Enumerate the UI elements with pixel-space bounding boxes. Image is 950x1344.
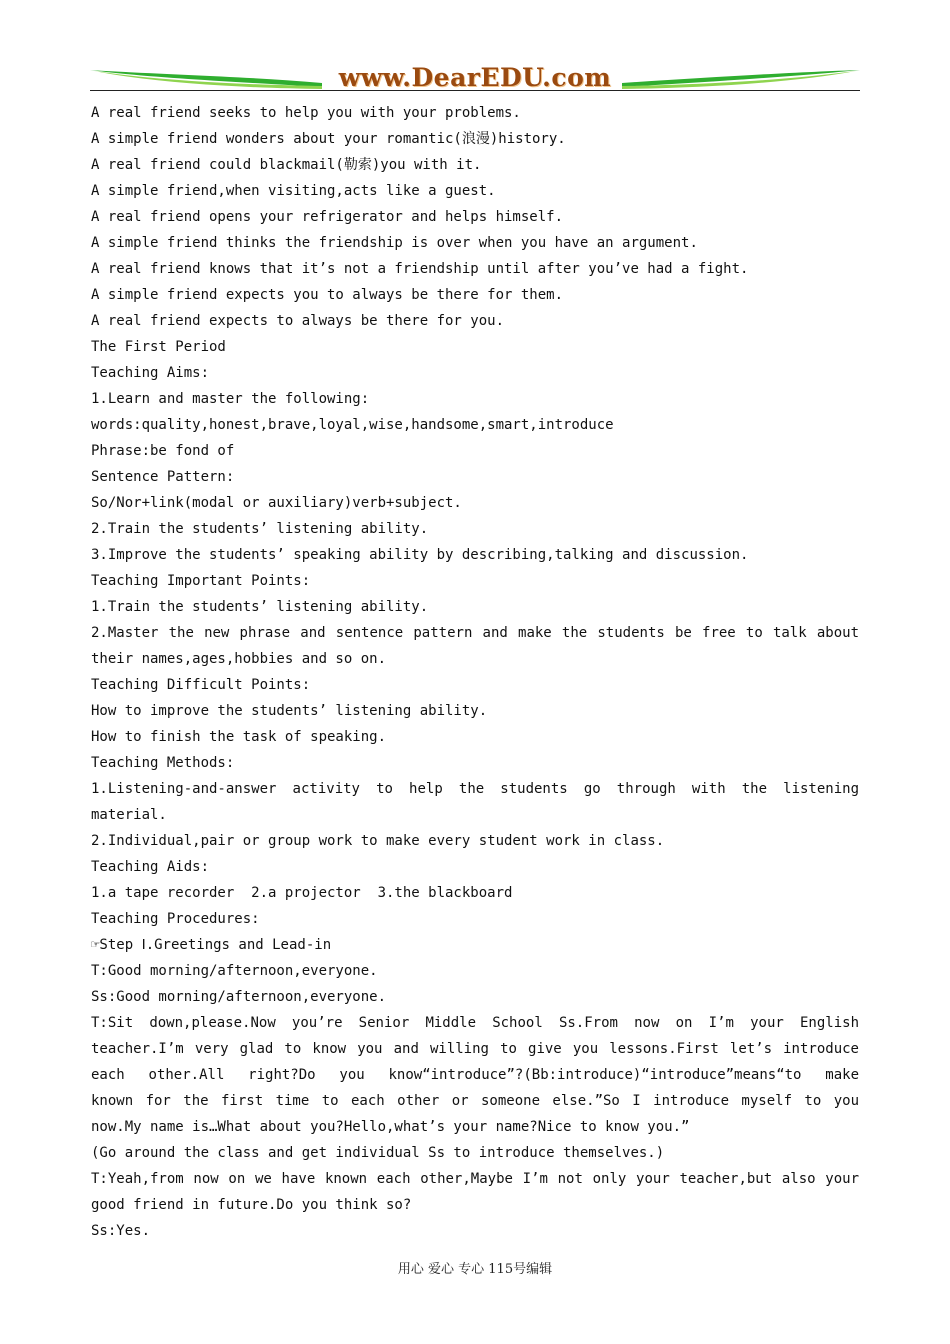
text-line: T:Good morning/afternoon,everyone. <box>91 963 378 979</box>
text-line: words:quality,honest,brave,loyal,wise,handsome,smart,introduce <box>91 417 614 433</box>
section-heading: Teaching Methods: <box>91 755 235 771</box>
text-line: So/Nor+link(modal or auxiliary)verb+subject. <box>91 495 462 511</box>
text-line: 1.Train the students’ listening ability. <box>91 599 429 615</box>
text-line: Sentence Pattern: <box>91 469 235 485</box>
text-line: A simple friend wonders about your romantic(浪漫)history. <box>91 131 566 147</box>
text-line: teacher.I’m very glad to know you and willing to give you lessons.First let’s introduce <box>91 1041 859 1057</box>
text-line: 1.Listening-and-answer activity to help the students go through with the listening <box>91 781 859 797</box>
section-heading: Teaching Aims: <box>91 365 210 381</box>
text-line: 1.Learn and master the following: <box>91 391 370 407</box>
text-line: (Go around the class and get individual Ss to introduce themselves.) <box>91 1145 665 1161</box>
text-line: material. <box>91 807 167 823</box>
text-line: each other.All right?Do you know“introduce”?(Bb:introduce)“introduce”means“to make <box>91 1067 859 1083</box>
text-line: 1.a tape recorder 2.a projector 3.the blackboard <box>91 885 513 901</box>
text-line: A simple friend thinks the friendship is over when you have an argument. <box>91 235 698 251</box>
section-heading: Teaching Procedures: <box>91 911 260 927</box>
text-line: known for the first time to each other or someone else.”So I introduce myself to you <box>91 1093 859 1109</box>
text-line: Ss:Yes. <box>91 1223 151 1239</box>
text-line: A simple friend expects you to always be there for them. <box>91 287 564 303</box>
text-line: 2.Individual,pair or group work to make every student work in class. <box>91 833 665 849</box>
text-line: good friend in future.Do you think so? <box>91 1197 412 1213</box>
text-line: A real friend expects to always be there for you. <box>91 313 505 329</box>
text-line: A simple friend,when visiting,acts like a guest. <box>91 183 496 199</box>
text-line: Ss:Good morning/afternoon,everyone. <box>91 989 387 1005</box>
text-line: A real friend opens your refrigerator and helps himself. <box>91 209 564 225</box>
site-name-logo: www.DearEDU.com <box>338 63 612 92</box>
text-line: A real friend could blackmail(勒索)you with it. <box>91 157 482 173</box>
text-line: How to finish the task of speaking. <box>91 729 387 745</box>
section-heading: The First Period <box>91 339 226 355</box>
header-divider <box>90 90 860 91</box>
section-heading: Teaching Important Points: <box>91 573 311 589</box>
section-heading: Teaching Difficult Points: <box>91 677 311 693</box>
text-line: A real friend knows that it’s not a friendship until after you’ve had a fight. <box>91 261 749 277</box>
page-footer: 用心 爱心 专心 115号编辑 <box>397 1262 553 1277</box>
text-line: 2.Master the new phrase and sentence pattern and make the students be free to talk about <box>91 625 859 641</box>
text-line: 3.Improve the students’ speaking ability by describing,talking and discussion. <box>91 547 749 563</box>
text-line: T:Yeah,from now on we have known each other,Maybe I’m not only your teacher,but also your <box>91 1171 859 1187</box>
text-line: 2.Train the students’ listening ability. <box>91 521 429 537</box>
text-line: now.My name is…What about you?Hello,what’s your name?Nice to know you.” <box>91 1119 690 1135</box>
text-line: A real friend seeks to help you with your problems. <box>91 105 521 121</box>
text-line: their names,ages,hobbies and so on. <box>91 651 387 667</box>
step-heading: ☞Step Ⅰ.Greetings and Lead-in <box>91 937 332 953</box>
document-body <box>91 100 859 1244</box>
section-heading: Teaching Aids: <box>91 859 210 875</box>
text-line: How to improve the students’ listening ability. <box>91 703 488 719</box>
text-line: Phrase:be fond of <box>91 443 235 459</box>
text-line: T:Sit down,please.Now you’re Senior Middle School Ss.From now on I’m your English <box>91 1015 859 1031</box>
